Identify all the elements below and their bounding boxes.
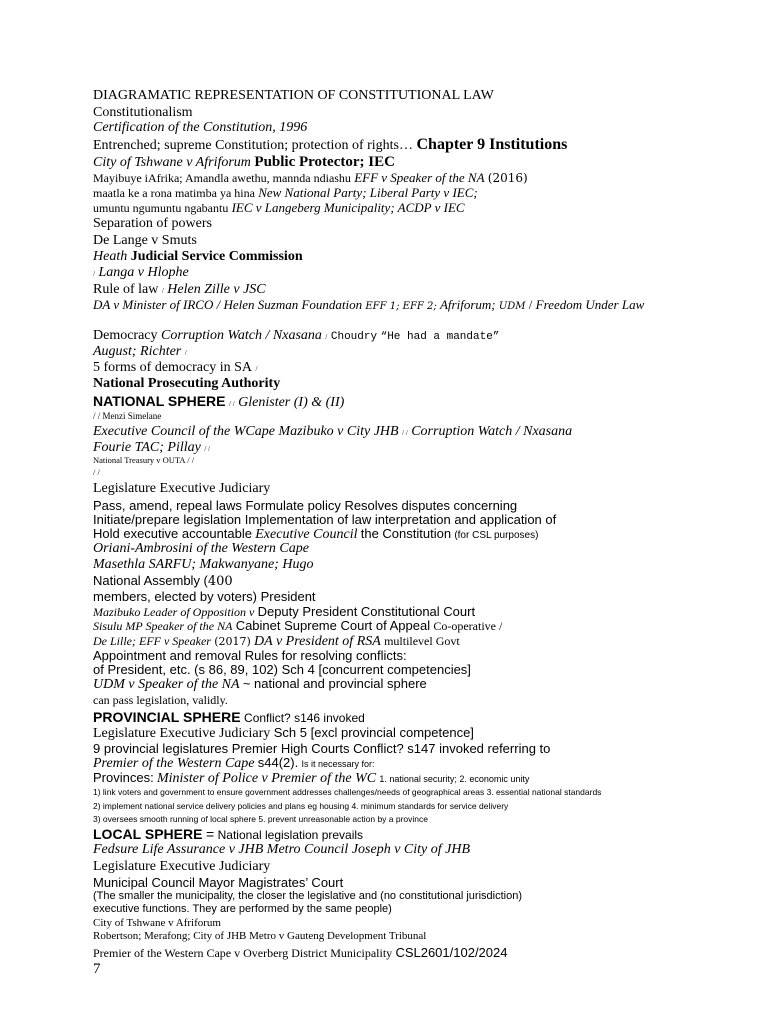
text: =	[205, 826, 215, 842]
course-code: CSL2601/102/2024	[395, 945, 508, 960]
line-npa	[93, 376, 663, 393]
text: 3) oversees smooth running of local sphere 5. prevent unreasonable action by a province	[93, 814, 429, 824]
text: Helen Zille v JSC	[167, 282, 266, 297]
text: De Lange v Smuts	[93, 233, 197, 248]
line-smaller-municipality	[93, 890, 663, 903]
text: (2017)	[214, 635, 251, 648]
line-sisulu	[93, 618, 663, 633]
text: 1. national security; 2. economic unity	[379, 774, 530, 784]
line-national-assembly	[93, 573, 663, 589]
text: /	[161, 287, 164, 295]
line-prov-role-2	[93, 799, 663, 813]
page-number-text: 7	[93, 961, 101, 977]
text: Is it necessary for:	[301, 759, 375, 769]
text: National Assembly (	[93, 573, 208, 588]
text: Afriforum;	[439, 297, 496, 312]
line-delange	[93, 233, 663, 249]
text: /	[184, 349, 187, 357]
text: umuntu ngumuntu ngabantu	[93, 201, 229, 215]
text: Initiate/prepare legislation Implementation of law interpretation and application of	[93, 512, 557, 527]
line-menzi	[93, 409, 663, 424]
text: Sch 5 [excl provincial competence]	[273, 725, 474, 740]
text: Rule of law	[93, 282, 159, 297]
text: maatla ke a rona matimba ya hina	[93, 186, 255, 200]
text: ~ national and provincial sphere	[242, 676, 427, 691]
text: EFF v Speaker of the NA	[354, 170, 485, 185]
text: Executive Council of the WCape Mazibuko v City JHB	[93, 424, 399, 439]
text: /	[93, 270, 95, 278]
text: Legislature Executive Judiciary	[93, 859, 271, 874]
line-tshwane-afriforum	[93, 917, 663, 930]
text: Premier of the Western Cape	[93, 756, 255, 771]
text: Legislature Executive Judiciary	[93, 481, 271, 496]
text: Fedsure Life Assurance v JHB Metro Council Joseph v City of JHB	[93, 842, 471, 857]
text: Hold executive accountable	[93, 526, 252, 541]
line-local-branches	[93, 859, 663, 875]
line-oriani	[93, 541, 663, 557]
text: the Constitution	[360, 526, 452, 541]
text: / /	[229, 400, 235, 408]
line-heath	[93, 249, 663, 265]
text: EFF 1; EFF 2;	[365, 301, 437, 312]
line-separation	[93, 216, 663, 233]
line-slashes	[93, 467, 663, 481]
text: (The smaller the municipality, the closer the legislative and (no constitutional jurisdiction)	[93, 890, 522, 902]
text: Minister of Police v Premier of the WC	[156, 771, 377, 786]
line-august	[93, 344, 663, 360]
text: Public Protector; IEC	[254, 154, 395, 170]
text: Municipal Council Mayor Magistrates’ Court	[93, 875, 344, 890]
line-initiate	[93, 512, 663, 526]
text: UDM v Speaker of the NA	[93, 677, 240, 692]
text: Appointment and removal Rules for resolving conflicts:	[93, 648, 407, 663]
text: Corruption Watch / Nxasana	[161, 328, 322, 343]
text: Robertson; Merafong; City of JHB Metro v Gauteng Development Tribunal	[93, 930, 427, 942]
line-provinces	[93, 770, 663, 785]
text: Co-operative /	[433, 619, 503, 633]
text: Freedom Under Law	[535, 297, 645, 312]
line-masethla	[93, 557, 663, 573]
line-municipal-council	[93, 875, 663, 890]
text: /	[528, 297, 533, 312]
text: City of Tshwane v Afriforum	[93, 917, 221, 929]
text: / /	[93, 467, 100, 477]
line-mazibuko	[93, 604, 663, 618]
line-members	[93, 589, 663, 604]
line-prov-legislatures	[93, 741, 663, 755]
text: / /	[204, 445, 210, 453]
line-rule-of-law	[93, 282, 663, 298]
line-five-forms	[93, 360, 663, 376]
text: DA v President of RSA	[254, 634, 381, 649]
text: (2016)	[487, 171, 528, 185]
text: Entrenched; supreme Constitution; protection of rights…	[93, 138, 413, 153]
text: / /	[402, 429, 408, 437]
line-constitutionalism	[93, 105, 663, 120]
line-delille	[93, 633, 663, 648]
line-fedsure	[93, 842, 663, 859]
line-entrenched	[93, 137, 663, 154]
text: Fourie TAC; Pillay	[93, 440, 201, 455]
text: can pass legislation, validly.	[93, 693, 228, 707]
text: Premier of the Western Cape v Overberg District Municipality	[93, 946, 393, 960]
text: 1) link voters and government to ensure government addresses challenges/needs of geographical areas 3. essential national standards	[93, 787, 602, 797]
text: 5 forms of democracy in SA	[93, 360, 253, 375]
line-provincial-sphere	[93, 709, 663, 725]
text: Judicial Service Commission	[130, 249, 303, 264]
text: De Lille; EFF v Speaker	[93, 634, 211, 648]
line-mayibuye	[93, 170, 663, 185]
text: Certification of the Constitution, 1996	[93, 120, 308, 135]
line-prov-role-1	[93, 785, 663, 799]
text: s44(2).	[257, 755, 299, 770]
line-umuntu	[93, 200, 663, 216]
text: Deputy President Constitutional Court	[257, 604, 476, 619]
text: 9 provincial legislatures Premier High Courts Conflict? s147 invoked referring to	[93, 741, 551, 756]
line-pass-amend	[93, 498, 663, 512]
text: Conflict? s146 invoked	[244, 711, 365, 725]
text: National legislation prevails	[217, 828, 364, 842]
text: Choudry	[330, 331, 378, 343]
line-validly	[93, 692, 663, 709]
text: Cabinet Supreme Court of Appeal	[235, 618, 431, 633]
text: Oriani-Ambrosini of the Western Cape	[93, 541, 309, 556]
text: 400	[207, 574, 233, 589]
text: City of Tshwane v Afriforum	[93, 155, 251, 170]
text: / / Menzi Simelane	[93, 411, 162, 421]
text: UDM	[498, 301, 526, 312]
line-udm	[93, 676, 663, 692]
chapter9-heading: Chapter 9 Institutions	[416, 136, 568, 153]
text: “He had a mandate”	[380, 331, 500, 343]
text: Provinces:	[93, 770, 154, 785]
text: Glenister (I) & (II)	[238, 395, 345, 410]
text: New National Party; Liberal Party v IEC;	[258, 185, 478, 200]
line-certification	[93, 120, 663, 137]
text: Sisulu MP Speaker of the NA	[93, 619, 233, 633]
line-fourie	[93, 440, 663, 455]
text: executive functions. They are performed by the same people)	[93, 903, 392, 915]
line-prov-branches	[93, 725, 663, 741]
line-tshwane	[93, 154, 663, 170]
text: of President, etc. (s 86, 89, 102) Sch 4 [concurrent competencies]	[93, 662, 471, 677]
text: IEC v Langeberg Municipality; ACDP v IEC	[231, 200, 465, 215]
text: August; Richter	[93, 344, 182, 359]
line-robertson	[93, 930, 663, 945]
line-prov-role-3	[93, 813, 663, 826]
document-page	[93, 88, 663, 978]
line-langa	[93, 265, 663, 282]
line-local-sphere	[93, 826, 663, 842]
line-democracy	[93, 328, 663, 344]
provincial-sphere-heading: PROVINCIAL SPHERE	[93, 709, 241, 725]
line-overberg	[93, 945, 663, 961]
text: Constitutionalism	[93, 105, 193, 120]
line-treasury	[93, 455, 663, 467]
text: 2) implement national service delivery policies and plans eg housing 4. minimum standards for service delivery	[93, 801, 509, 811]
text: National Treasury v OUTA / /	[93, 455, 195, 465]
text: Corruption Watch / Nxasana	[411, 424, 573, 439]
text: (for CSL purposes)	[454, 530, 539, 541]
title-text: DIAGRAMATIC REPRESENTATION OF CONSTITUTIONAL LAW	[93, 88, 494, 103]
text: members, elected by voters) President	[93, 589, 316, 604]
text: Mayibuye iAfrika; Amandla awethu, mannda ndiashu	[93, 171, 351, 185]
line-exec-council	[93, 424, 663, 440]
text: DA v Minister of IRCO / Helen Suzman Foundation	[93, 297, 363, 312]
line-hold-exec	[93, 526, 663, 541]
text: /	[255, 365, 258, 373]
text: National Prosecuting Authority	[93, 376, 281, 391]
national-sphere-heading: NATIONAL SPHERE	[93, 393, 226, 409]
line-national-sphere	[93, 393, 663, 409]
line-branches	[93, 481, 663, 498]
text: Executive Council	[255, 527, 358, 542]
line-irco	[93, 298, 663, 328]
line-executive-functions	[93, 903, 663, 917]
text: Democracy	[93, 328, 158, 343]
line-premier-wc	[93, 755, 663, 770]
text: Mazibuko Leader of Opposition v	[93, 605, 255, 619]
text: Separation of powers	[93, 216, 212, 231]
document-title	[93, 88, 663, 105]
text: Legislature Executive Judiciary	[93, 726, 271, 741]
text: Langa v Hlophe	[98, 265, 189, 280]
text: Masethla SARFU; Makwanyane; Hugo	[93, 557, 314, 572]
text: Heath	[93, 249, 128, 264]
local-sphere-heading: LOCAL SPHERE	[93, 826, 203, 842]
line-president-sections	[93, 662, 663, 676]
line-appointment	[93, 648, 663, 662]
text: multilevel Govt	[384, 634, 460, 648]
line-maatla	[93, 185, 663, 200]
text: Pass, amend, repeal laws Formulate policy Resolves disputes concerning	[93, 498, 518, 513]
text: /	[325, 333, 328, 341]
page-number	[93, 961, 663, 978]
